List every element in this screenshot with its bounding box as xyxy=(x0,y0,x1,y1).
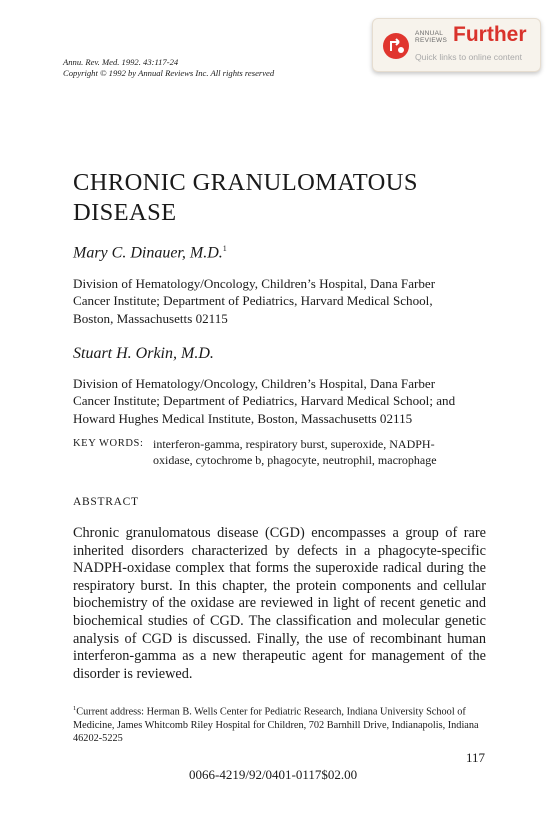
further-badge[interactable] xyxy=(372,18,541,72)
abstract-heading: ABSTRACT xyxy=(73,496,139,508)
author-2-affiliation xyxy=(73,375,493,427)
title-line-1: CHRONIC GRANULOMATOUS xyxy=(73,169,418,196)
affiliation-line: Cancer Institute; Department of Pediatrics, Harvard Medical School, xyxy=(73,293,433,309)
footnote-text: Current address: Herman B. Wells Center for Pediatric Research, Indiana University School of Medicine, James Whitcomb Riley Hospital for Children, 702 Barnhill Drive, Indianapolis, Indiana 46202-5225 xyxy=(73,706,479,745)
footnote-mark: 1 xyxy=(73,705,77,712)
footnote xyxy=(73,702,486,746)
article-title xyxy=(73,168,493,228)
further-subtitle: Quick links to online content xyxy=(415,52,523,62)
author-2-name: Stuart H. Orkin, M.D. xyxy=(73,345,214,362)
key-words-line-1: interferon-gamma, respiratory burst, superoxide, NADPH- xyxy=(153,437,435,451)
affiliation-line: Howard Hughes Medical Institute, Boston, Massachusetts 02115 xyxy=(73,410,413,426)
page-number: 117 xyxy=(466,750,486,765)
author-1 xyxy=(73,244,227,262)
journal-citation xyxy=(63,57,274,79)
affiliation-line: Division of Hematology/Oncology, Children’s Hospital, Dana Farber xyxy=(73,276,436,291)
citation-line-1: Annu. Rev. Med. 1992. 43:117-24 xyxy=(63,57,179,67)
affiliation-line: Boston, Massachusetts 02115 xyxy=(73,310,228,326)
affiliation-line: Division of Hematology/Oncology, Children’s Hospital, Dana Farber xyxy=(73,376,436,391)
brand-line-1: ANNUAL xyxy=(415,30,444,37)
brand-line-2: REVIEWS xyxy=(415,37,448,44)
affiliation-line: Cancer Institute; Department of Pediatrics, Harvard Medical School; and xyxy=(73,393,456,409)
key-words-label: KEY WORDS: xyxy=(73,438,144,449)
author-1-name: Mary C. Dinauer, M.D. xyxy=(73,244,223,262)
key-words-line-2: oxidase, cytochrome b, phagocyte, neutrophil, macrophage xyxy=(153,453,437,467)
author-1-footnote-mark: 1 xyxy=(222,244,227,253)
title-line-2: DISEASE xyxy=(73,199,177,226)
article-code: 0066-4219/92/0401-0117$02.00 xyxy=(189,767,358,782)
further-label: Further xyxy=(453,23,527,46)
key-words xyxy=(153,436,473,468)
annual-reviews-logo-icon xyxy=(383,33,409,59)
abstract-text: Chronic granulomatous disease (CGD) encompasses a group of rare inherited disorders characterized by defects in a phagocyte-specific NADPH-oxidase complex that forms the superoxide radical during the respiratory burst. In this chapter, the protein components and cellular biochemistry of the oxidase are reviewed in light of recent genetic and biochemical studies of CGD. The classification and molecular genetic analysis of CGD is discussed. Finally, the use of recombinant human interferon-gamma as a new therapeutic agent for management of the disorder is reviewed. xyxy=(73,525,486,682)
citation-line-2: Copyright © 1992 by Annual Reviews Inc. All rights reserved xyxy=(63,68,275,78)
author-1-affiliation xyxy=(73,275,493,327)
annual-reviews-brand xyxy=(415,30,447,44)
author-2 xyxy=(73,345,214,363)
